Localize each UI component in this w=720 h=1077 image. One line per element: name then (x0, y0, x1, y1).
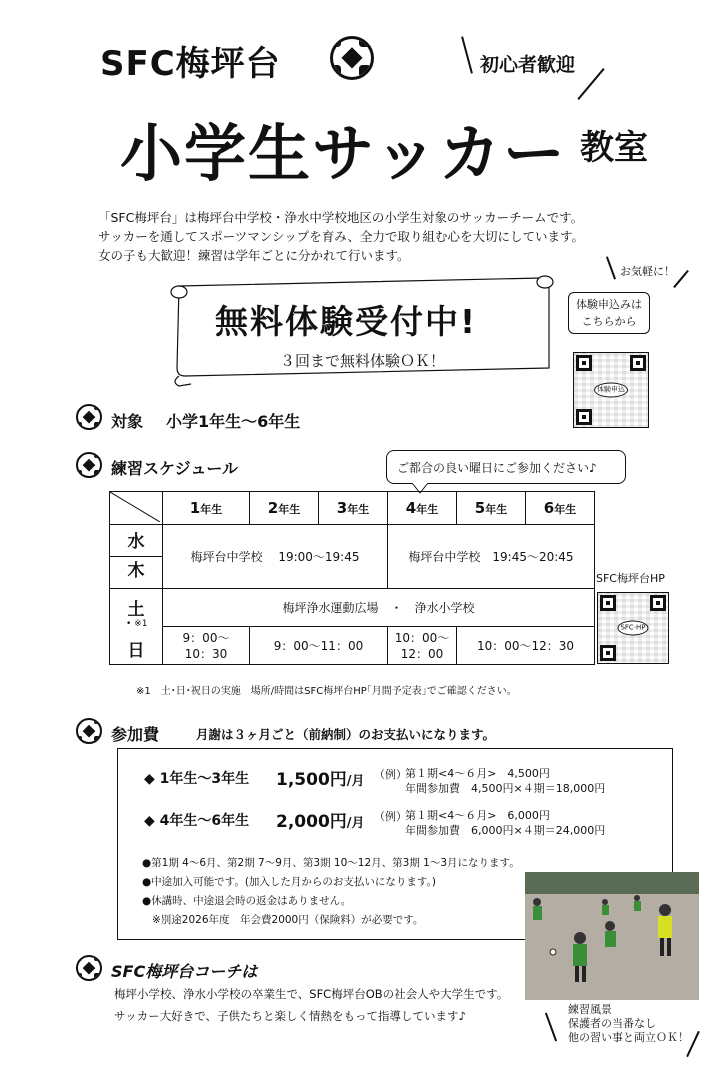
photo-caption (568, 1003, 689, 1045)
qr-finder (600, 645, 616, 661)
qr-center-label: 体験申込 (594, 383, 628, 398)
fee-tier2-amount: 2,000円 (276, 812, 347, 832)
qr-hp-label: SFC梅坪台HP (596, 572, 665, 585)
club-name: SFC梅坪台 (100, 44, 281, 84)
weekday-low-grades: 梅坪台中学校 19:00～19:45 (163, 525, 388, 589)
day-cell-weekday (110, 525, 163, 589)
day-thu: 木 (110, 556, 162, 585)
fee-example-line: 第１期<4～６月> 6,000円 (405, 809, 550, 822)
soccer-ball-icon (76, 955, 102, 981)
day-wed: 水 (127, 532, 145, 552)
banner-subtitle: ３回まで無料体験ＯＫ！ (280, 352, 446, 370)
banner-title: 無料体験受付中! (215, 302, 478, 341)
grade-header: 4年生 (388, 492, 457, 525)
weekday-high-grades: 梅坪台中学校 19:45～20:45 (388, 525, 595, 589)
day-sun-cell (110, 618, 163, 665)
soccer-ball-icon (330, 36, 374, 80)
day-sat: 土 (127, 600, 145, 621)
accent-line (577, 68, 604, 100)
soccer-ball-icon (76, 718, 102, 744)
target-value: 小学1年生～6年生 (166, 412, 301, 431)
photo-caption-line: 保護者の当番なし (568, 1017, 656, 1030)
fee-tier1-unit: /月 (346, 774, 365, 789)
fee-heading: 参加費 (111, 725, 160, 744)
fee-tier1-example-label: （例） (374, 768, 407, 781)
day-sun: 日 (127, 640, 145, 661)
coach-text (114, 983, 508, 1027)
fee-example-line: 年間参加費 6,000円×４期＝24,000円 (405, 824, 606, 837)
fee-tier1-amount: 1,500円 (276, 770, 347, 790)
page-title-sub: 教室 (580, 128, 648, 168)
fee-tier2-label: ◆ 4年生～6年生 (144, 813, 250, 829)
fee-notes (142, 854, 520, 930)
qr-trial-label (568, 292, 650, 334)
accent-line (673, 270, 689, 288)
grade-header: 5年生 (457, 492, 526, 525)
fee-tier1-price (276, 765, 365, 790)
fee-tier2-example-label: （例） (374, 810, 407, 823)
qr-finder (576, 409, 592, 425)
qr-finder (630, 355, 646, 371)
fee-tier2-price (276, 807, 365, 832)
schedule-callout (386, 450, 626, 484)
fee-note: ●第1期 4～6月、第2期 7～9月、第3期 10～12月、第3期 1～3月になります。 (142, 857, 520, 869)
qr-trial-label-line: 体験申込みは (576, 298, 642, 311)
qr-code-hp[interactable] (597, 592, 669, 664)
qr-finder (576, 355, 592, 371)
coach-line: 梅坪小学校、浄水小学校の卒業生で、SFC梅坪台OBの社会人や大学生です。 (114, 987, 509, 1001)
intro-line: サッカーを通してスポーツマンシップを育み、全力で取り組む心を大切にしています。 (98, 229, 584, 244)
footnote-mark: • ※1 (126, 618, 148, 629)
fee-tier2-example (405, 808, 605, 838)
soccer-ball-icon (76, 404, 102, 430)
qr-finder (650, 595, 666, 611)
qr-trial-label-line: こちらから (581, 315, 637, 328)
coach-heading: SFC梅坪台コーチは (111, 962, 258, 981)
fee-note: ※別途2026年度 年会費2000円（保険料）が必要です。 (152, 914, 424, 926)
sunday-grade4: 10：00～ 12：00 (388, 627, 457, 665)
saturday-place: 梅坪浄水運動広場 ・ 浄水小学校 (163, 589, 595, 627)
table-corner (110, 492, 163, 525)
schedule-heading: 練習スケジュール (111, 459, 239, 478)
grade-header: 2年生 (250, 492, 319, 525)
schedule-table (109, 491, 595, 665)
intro-line: 「SFC梅坪台」は梅坪台中学校・浄水中学校地区の小学生対象のサッカーチームです。 (98, 210, 584, 225)
fee-example-line: 年間参加費 4,500円×４期＝18,000円 (405, 782, 606, 795)
schedule-footnote: ※1 土･日･祝日の実施 場所/時間はSFC梅坪台HP｢月間予定表｣でご確認ください。 (136, 686, 517, 697)
fee-subheading: 月謝は３ヶ月ごと（前納制）のお支払いになります。 (196, 727, 496, 742)
fee-note: ●中途加入可能です。(加入した月からのお支払いになります。) (142, 876, 436, 888)
soccer-ball-icon (76, 452, 102, 478)
practice-photo (525, 872, 699, 1000)
accent-line (461, 36, 473, 73)
grade-header: 3年生 (319, 492, 388, 525)
coach-line: サッカー大好きで、子供たちと楽しく情熱をもって指導しています♪ (114, 1009, 466, 1023)
photo-caption-line: 他の習い事と両立ＯＫ！ (568, 1031, 689, 1044)
photo-caption-line: 練習風景 (568, 1003, 612, 1016)
sunday-grade1: 9：00～ 10：30 (163, 627, 250, 665)
grade-header: 6年生 (526, 492, 595, 525)
fee-tier1-label: ◆ 1年生～3年生 (144, 771, 250, 787)
schedule-callout-text: ご都合の良い曜日にご参加ください♪ (397, 461, 597, 475)
intro-line: 女の子も大歓迎！練習は学年ごとに分かれて行います。 (98, 248, 410, 263)
fee-example-line: 第１期<4～６月> 4,500円 (405, 767, 550, 780)
qr-center-label: SFC·HP (617, 621, 648, 636)
sunday-grade5-6: 10：00～12：30 (457, 627, 595, 665)
intro-text (98, 208, 658, 265)
qr-finder (600, 595, 616, 611)
beginner-welcome: 初心者歓迎 (480, 54, 576, 76)
accent-line (545, 1013, 557, 1042)
page-title: 小学生サッカー (120, 117, 567, 190)
grade-header: 1年生 (163, 492, 250, 525)
fee-tier1-example (405, 766, 605, 796)
fee-tier2-unit: /月 (346, 816, 365, 831)
qr-note: お気軽に！ (620, 265, 675, 278)
qr-code-trial[interactable] (573, 352, 649, 428)
sunday-grade2-3: 9：00～11：00 (250, 627, 388, 665)
target-label: 対象 (111, 412, 144, 431)
fee-note: ●休講時、中途退会時の返金はありません。 (142, 895, 352, 907)
